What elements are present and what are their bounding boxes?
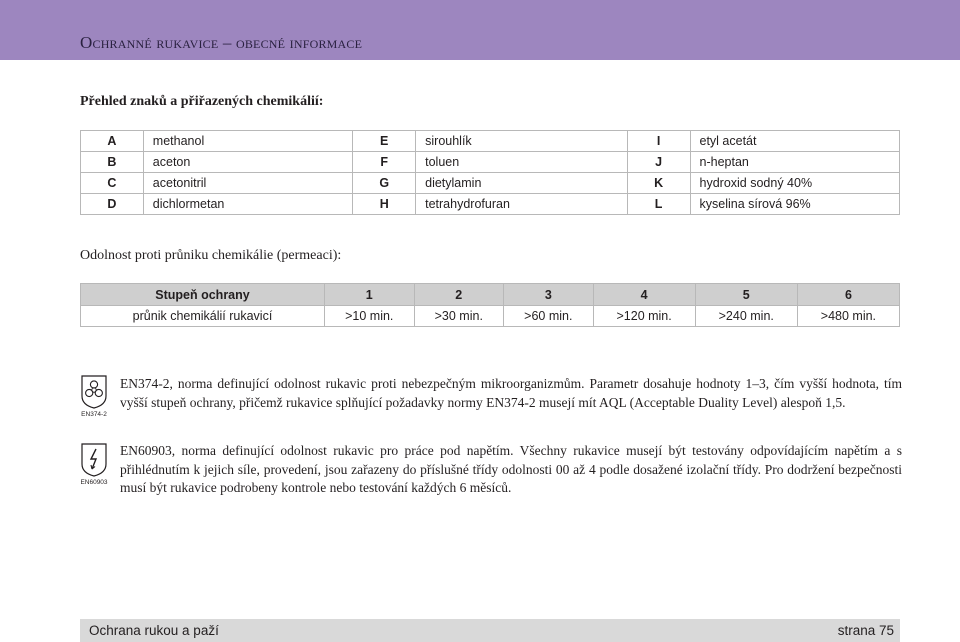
permeation-section-title: Odolnost proti průniku chemikálie (permeaci):: [80, 248, 342, 263]
biohazard-icon-label: EN374-2: [81, 411, 107, 418]
chemical-name: dichlormetan: [143, 194, 353, 215]
chemical-code: I: [627, 131, 690, 152]
chemical-name: sirouhlík: [416, 131, 628, 152]
permeation-row-label: průnik chemikálií rukavicí: [81, 306, 325, 327]
footer-bar: [80, 619, 900, 642]
chemical-code: A: [81, 131, 144, 152]
chemical-name: toluen: [416, 152, 628, 173]
chemical-name: aceton: [143, 152, 353, 173]
time-cell: >480 min.: [797, 306, 899, 327]
level-cell: 6: [797, 284, 899, 306]
level-cell: 1: [325, 284, 415, 306]
chemical-code: L: [627, 194, 690, 215]
page-title-rest: chranné rukavice – obecné informace: [92, 33, 363, 52]
chemical-code: D: [81, 194, 144, 215]
permeation-header-row: [81, 284, 900, 306]
permeation-table: [80, 283, 900, 327]
page-number: strana 75: [837, 623, 894, 638]
chemical-code: F: [353, 152, 416, 173]
chemical-name: etyl acetát: [690, 131, 900, 152]
biohazard-icon: [80, 374, 108, 418]
time-cell: >10 min.: [325, 306, 415, 327]
page-title-initial: O: [80, 33, 93, 52]
electric-hazard-icon: [80, 442, 108, 486]
time-cell: >30 min.: [414, 306, 504, 327]
page-title: [80, 33, 362, 53]
chemical-name: acetonitril: [143, 173, 353, 194]
chemical-code: J: [627, 152, 690, 173]
electric-icon-label: EN60903: [80, 479, 108, 486]
chemical-name: dietylamin: [416, 173, 628, 194]
time-cell: >240 min.: [695, 306, 797, 327]
footer-section-name: Ochrana rukou a paží: [89, 623, 219, 638]
chemical-row: [81, 173, 900, 194]
chemical-row: [81, 131, 900, 152]
chemical-name: kyselina sírová 96%: [690, 194, 900, 215]
chemical-code: K: [627, 173, 690, 194]
level-cell: 4: [593, 284, 695, 306]
time-cell: >60 min.: [504, 306, 594, 327]
chemical-name: n-heptan: [690, 152, 900, 173]
en374-paragraph: EN374-2, norma definující odolnost rukavic proti nebezpečným mikroorganizmům. Parametr dosahuje hodnoty 1–3, čím vyšší hodnota, tím vyšší stupeň ochrany, přičemž rukavice splňující požadavky normy EN374-2 musejí mít AQL (Acceptable Duality Level) alespoň 1,5.: [120, 376, 902, 410]
permeation-time-row: [81, 306, 900, 327]
level-cell: 2: [414, 284, 504, 306]
chemical-code: C: [81, 173, 144, 194]
time-cell: >120 min.: [593, 306, 695, 327]
chemical-row: [81, 152, 900, 173]
chemicals-table: [80, 130, 900, 215]
chemical-code: H: [353, 194, 416, 215]
chemical-name: methanol: [143, 131, 353, 152]
chemical-name: hydroxid sodný 40%: [690, 173, 900, 194]
chemical-code: G: [353, 173, 416, 194]
level-cell: 5: [695, 284, 797, 306]
chemical-code: E: [353, 131, 416, 152]
level-cell: 3: [504, 284, 594, 306]
chemical-row: [81, 194, 900, 215]
chemical-name: tetrahydrofuran: [416, 194, 628, 215]
chemical-code: B: [81, 152, 144, 173]
chemicals-section-title: Přehled znaků a přiřazených chemikálií:: [80, 94, 324, 109]
protection-level-header: Stupeň ochrany: [81, 284, 325, 306]
en60903-paragraph: EN60903, norma definující odolnost rukavic pro práce pod napětím. Všechny rukavice musejí být testovány odpovídajícím napětím a s přihlédnutím k jejich síle, provedení, jsou zařazeny do příslušné třídy odolnosti 00 až 4 podle dosažené izolační třídy. Pro dodržení bezpečnosti musí být rukavice podrobeny kontrole nebo testování každých 6 měsíců.: [120, 443, 902, 495]
